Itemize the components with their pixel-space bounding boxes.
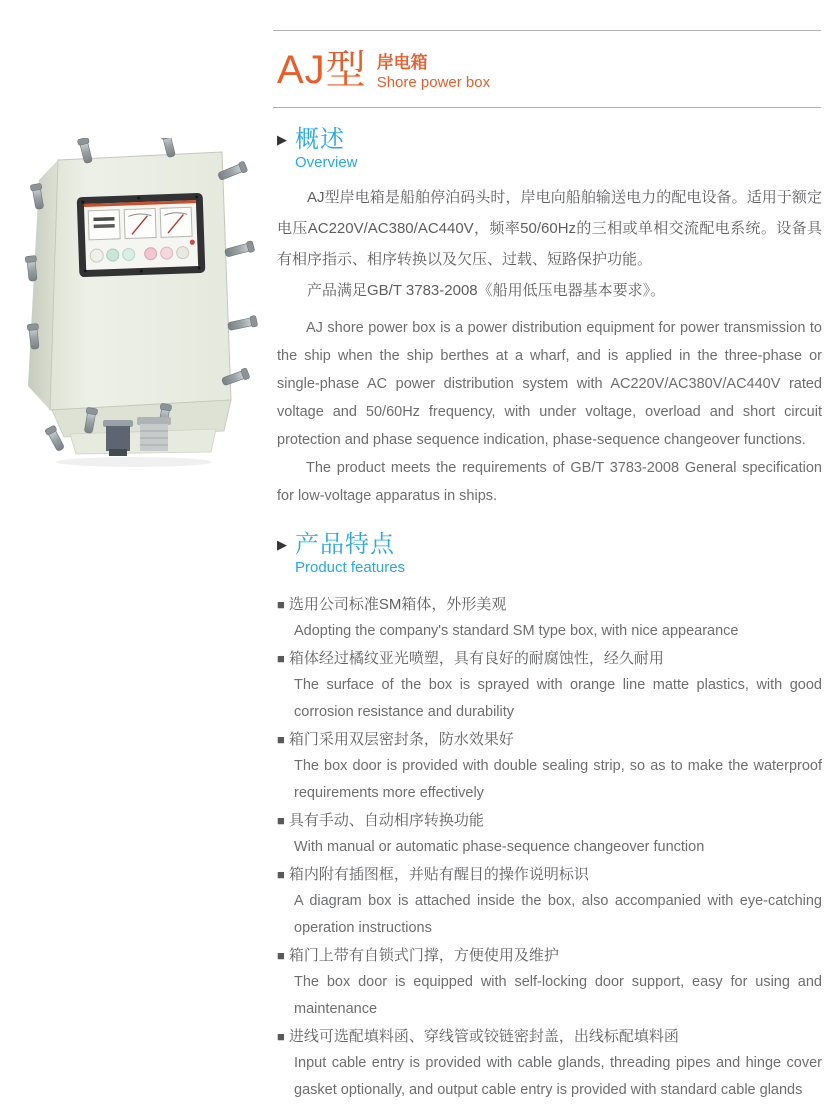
box-front-door: [50, 152, 231, 410]
header-divider: [273, 107, 821, 108]
overview-paragraph-cn: 产品满足GB/T 3783-2008《船用低压电器基本要求》。: [307, 282, 666, 299]
feature-en: With manual or automatic phase-sequence changeover function: [294, 839, 705, 855]
overview-paragraph-cn: AJ型岸电箱是船舶停泊码头时，岸电向船舶输送电力的配电设备。适用于额定电压AC220V/AC380/AC440V，频率50/60Hz的三相或单相交流配电系统。设备具有相序指示、相序转换以及欠压、过载、短路保护功能。: [277, 189, 822, 268]
product-photo: [12, 138, 260, 470]
square-bullet-icon: ■: [277, 1029, 285, 1044]
features-heading: [277, 531, 822, 577]
features-title-en: Product features: [295, 559, 406, 576]
feature-cn: 选用公司标准SM箱体，外形美观: [288, 596, 507, 613]
feature-en: Input cable entry is provided with cable glands, threading pipes and hinge cover gasket optionally, and output cable entry is provided with standard cable glands: [294, 1055, 822, 1098]
overview-heading: [277, 126, 822, 172]
shore-power-box-illustration: [12, 138, 260, 470]
feature-en: The box door is provided with double sealing strip, so as to make the waterproof requirements more effectively: [294, 758, 822, 801]
feature-cn: 具有手动、自动相序转换功能: [288, 812, 484, 829]
feature-cn: 进线可选配填料函、穿线管或铰链密封盖，出线标配填料函: [288, 1028, 679, 1045]
square-bullet-icon: ■: [277, 597, 285, 612]
feature-list: [277, 591, 822, 1104]
triangle-right-icon: ▶: [277, 132, 287, 147]
product-subtitle: [377, 52, 490, 92]
overview-paragraph-en: The product meets the requirements of GB/T 3783-2008 General specification for low-voltage apparatus in ships.: [277, 460, 822, 504]
feature-cn: 箱体经过橘纹亚光喷塑，具有良好的耐腐蚀性，经久耐用: [288, 650, 664, 667]
feature-item: [277, 645, 822, 726]
square-bullet-icon: ■: [277, 732, 285, 747]
overview-title-en: Overview: [295, 154, 358, 171]
feature-item: [277, 1023, 822, 1104]
overview-title-cn: 概述: [295, 126, 345, 153]
features-title-cn: 产品特点: [295, 531, 395, 558]
feature-en: Adopting the company's standard SM type box, with nice appearance: [294, 623, 739, 639]
feature-en: A diagram box is attached inside the box, also accompanied with eye-catching operation instructions: [294, 893, 822, 936]
feature-item: [277, 807, 822, 861]
features-section: [277, 531, 822, 1104]
meter-panel: [77, 193, 206, 277]
feature-item: [277, 591, 822, 645]
overview-paragraph-en: AJ shore power box is a power distribution equipment for power transmission to the ship when the ship berthes at a wharf, and is applied in the three-phase or single-phase AC power distribution system with AC220V/AC380V/AC440V rated voltage and 50/60Hz frequency, with under voltage, overload and short circuit protection and phase sequence indication, phase-sequence changeover functions.: [277, 320, 822, 448]
feature-en: The surface of the box is sprayed with orange line matte plastics, with good corrosion resistance and durability: [294, 677, 822, 720]
triangle-right-icon: ▶: [277, 537, 287, 552]
square-bullet-icon: ■: [277, 948, 285, 963]
feature-item: [277, 942, 822, 1023]
square-bullet-icon: ■: [277, 867, 285, 882]
square-bullet-icon: ■: [277, 651, 285, 666]
feature-cn: 箱门采用双层密封条，防水效果好: [288, 731, 514, 748]
product-title-block: [277, 46, 490, 94]
top-divider: [273, 30, 821, 31]
product-name-cn: 岸电箱: [376, 53, 428, 72]
feature-cn: 箱门上带有自锁式门撑，方便使用及维护: [288, 947, 559, 964]
product-name-en: Shore power box: [376, 74, 491, 91]
feature-item: [277, 726, 822, 807]
overview-section: [277, 126, 822, 510]
feature-item: [277, 861, 822, 942]
square-bullet-icon: ■: [277, 813, 285, 828]
feature-en: The box door is equipped with self-locking door support, easy for using and maintenance: [294, 974, 822, 1017]
product-model: AJ型: [277, 48, 367, 92]
feature-cn: 箱内附有插图框，并贴有醒目的操作说明标识: [288, 866, 589, 883]
